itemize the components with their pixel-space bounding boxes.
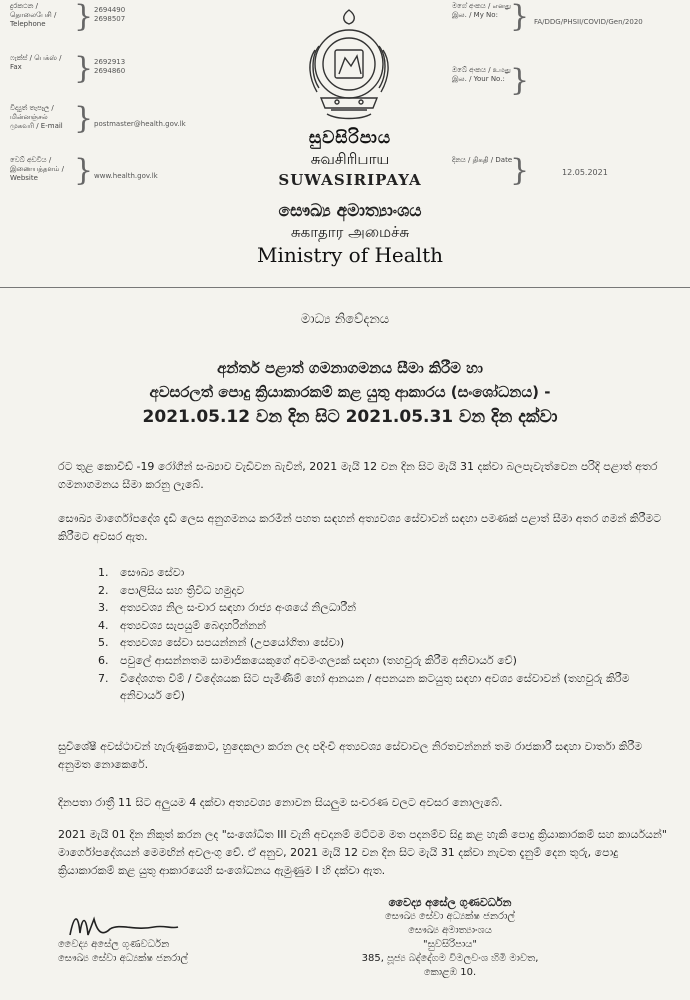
ministry-name-english: Ministry of Health	[257, 243, 443, 267]
list-item: 6. පවුලේ ආසන්නතම සාමාජිකයෙකුගේ අවමංගල්‍යක් සඳහා (තහවුරු කිරීම අනිවාර්ය වේ)	[98, 653, 517, 667]
fax-row	[10, 52, 240, 96]
essential-services-list	[98, 564, 658, 705]
paragraph-3: සුවිශේෂී අවස්ථාවන් හැරුණුකොට, හුදෙකලා කරන ලද පදිංචි අත්‍යවශ්‍ය සේවාවල නිරතවන්නන් තම රාජකාරී සඳහා වාර්තා කිරීම අනුමත නොකෙරේ.	[58, 740, 643, 771]
paragraph-2: සෞඛ්‍ය මාර්ගෝපදේශ දැඩි ලෙස අනුගමනය කරමින් පහත සඳහන් අත්‍යවශ්‍ය සේවාවන් සඳහා පමණක් පළාත් සීමා අතර ගමන් කිරීමට කිරීමට අවසර ඇත.	[58, 512, 662, 543]
paragraph-4: දිනපතා රාත්‍රී 11 සිට අලුයම 4 දක්වා අත්‍යවශ්‍ය නොවන සියලුම සංචරණ වලට අවසර නොලැබේ.	[58, 796, 503, 809]
building-name-sinhala: සුවසිරිපාය	[308, 128, 392, 148]
fax-value-2: 2694860	[94, 67, 126, 75]
right-signatory-address: 385, පූජ්‍ය බද්දේගම විමලවංශ හිමි මාවත,	[361, 953, 539, 964]
right-signatory-city: කොළඹ 10.	[423, 967, 477, 978]
fax-label: ෆැක්ස් / பெக்ஸ் / Fax	[10, 54, 62, 71]
signatory-address-block	[330, 896, 570, 980]
website-value: www.health.gov.lk	[94, 172, 158, 180]
date-value: 12.05.2021	[562, 168, 608, 177]
date-label: දිනය / திகதி / Date	[452, 156, 513, 164]
brace-icon: }	[74, 101, 94, 136]
document-title	[60, 356, 640, 430]
your-no-label: ඔබේ අංකය / உமது இல. / Your No.:	[452, 66, 511, 83]
website-label: වෙබ් අඩවිය / இணையத்தளம் / Website	[10, 156, 64, 182]
my-no-label: මගේ අංකය / எனது இல. / My No:	[452, 2, 511, 19]
brace-icon: }	[510, 153, 530, 188]
email-value: postmaster@health.gov.lk	[94, 120, 186, 128]
list-item: 1. සෞඛ්‍ය සේවා	[98, 566, 185, 579]
date-row	[452, 154, 688, 198]
telephone-value-1: 2694490	[94, 6, 126, 14]
your-no-row	[452, 64, 688, 108]
list-item: 2. පොලිසිය සහ ත්‍රිවිධ හමුදාව	[98, 583, 245, 597]
media-release-heading: මාධ්‍ය නිවේදනය	[300, 312, 390, 327]
brace-icon: }	[74, 0, 94, 34]
brace-icon: }	[74, 51, 94, 86]
national-emblem-icon	[301, 6, 397, 124]
brace-icon: }	[74, 153, 94, 188]
letterhead-references	[452, 0, 688, 188]
brace-icon: }	[510, 63, 530, 98]
right-signatory-org: සෞඛ්‍ය අමාත්‍යාංශය	[408, 925, 492, 936]
right-signatory-title: සෞඛ්‍ය සේවා අධ්‍යක්ෂ ජනරාල්	[384, 911, 516, 922]
title-line-1: අන්තර් පළාත් ගමනාගමනය සීමා කිරීම හා	[217, 359, 483, 377]
right-signatory-building: "සුවසිරිපාය"	[422, 939, 478, 950]
telephone-label: දුරකථන / தொலைபேசி / Telephone	[10, 2, 57, 28]
building-name-english: SUWASIRIPAYA	[278, 171, 422, 189]
list-item: 4. අත්‍යවශ්‍ය සැපයුම් බෙදාහරින්නන්	[98, 618, 266, 632]
left-signatory-title: සෞඛ්‍ය සේවා අධ්‍යක්ෂ ජනරාල්	[58, 953, 189, 964]
header-divider	[0, 287, 690, 288]
list-item: 7. විදේශගත වීම් / විදේශයක සිට පැමිණීම් හෝ ආනයන / අපනයන කටයුතු සඳහා අවශ්‍ය සේවාවන් (තහවුරු කිරීම අනිවාර්ය වේ)	[98, 671, 630, 703]
telephone-row	[10, 0, 240, 44]
left-signatory-name: වෛද්‍ය අසේල ගුණවර්ධන	[58, 939, 170, 950]
email-label: විද්‍යුත් තැපෑල / மின்னஞ்சல் முகவரி / E-mail	[10, 104, 63, 130]
fax-value-1: 2692913	[94, 58, 126, 66]
my-no-value: FA/DDG/PHSII/COVID/Gen/2020	[534, 18, 643, 26]
signatory-left	[58, 938, 298, 966]
title-line-2: අවසරලත් පොදු ක්‍රියාකාරකම් කළ යුතු ආකාරය (සංශෝධනය) -	[149, 383, 551, 401]
telephone-value-2: 2698507	[94, 15, 126, 23]
ministry-name-sinhala: සෞඛ්‍ය අමාත්‍යාංශය	[278, 201, 422, 221]
list-item: 3. අත්‍යවශ්‍ය නිල සංචාර සඳහා රාජ්‍ය අංශයේ නිලධාරීන්	[98, 601, 357, 615]
building-name-tamil: சுவசிரிபாய	[310, 150, 390, 168]
ministry-name-tamil: சுகாதார அமைச்சு	[290, 223, 410, 241]
right-signatory-name: වෛද්‍ය අසේල ගුණවර්ධන	[388, 896, 512, 909]
paragraph-5: 2021 මැයි 01 දින නිකුත් කරන ලද "සංශෝධිත III වැනි අවදානම් මට්ටම මත පදනම්ව සිදු කළ හැකි පොදු ක්‍රියාකාරකම් සහ කාර්යයන්" මාර්ගෝපදේශයන් මෙමඟින් අවලංගු වේ. ඒ අනුව, 2021 මැයි 12 වන දින සිට මැයි 31 දක්වා නැවත දැනුම් දෙන තුරු, පොදු ක්‍රියාකාරකම් කළ යුතු ආකාරයෙහි සංශෝධනය ඇමුණුම I හි දක්වා ඇත.	[58, 828, 667, 877]
paragraph-1: රට තුළ කොවිඩ් -19 රෝගීන් සංඛ්‍යාව වැඩිවන බැවින්, 2021 මැයි 12 වන දින සිට මැයි 31 දක්වා බලපැවැත්වෙන පරිදි පළාත් අතර ගමනාගමනය සීමා කරනු ලැබේ.	[58, 460, 658, 491]
title-line-3: 2021.05.12 වන දින සිට 2021.05.31 වන දින දක්වා	[142, 407, 558, 427]
brace-icon: }	[510, 0, 530, 34]
my-no-row	[452, 0, 688, 44]
list-item: 5. අත්‍යවශ්‍ය සේවා සපයන්නන් (උපයෝගිතා සේවා)	[98, 636, 345, 650]
